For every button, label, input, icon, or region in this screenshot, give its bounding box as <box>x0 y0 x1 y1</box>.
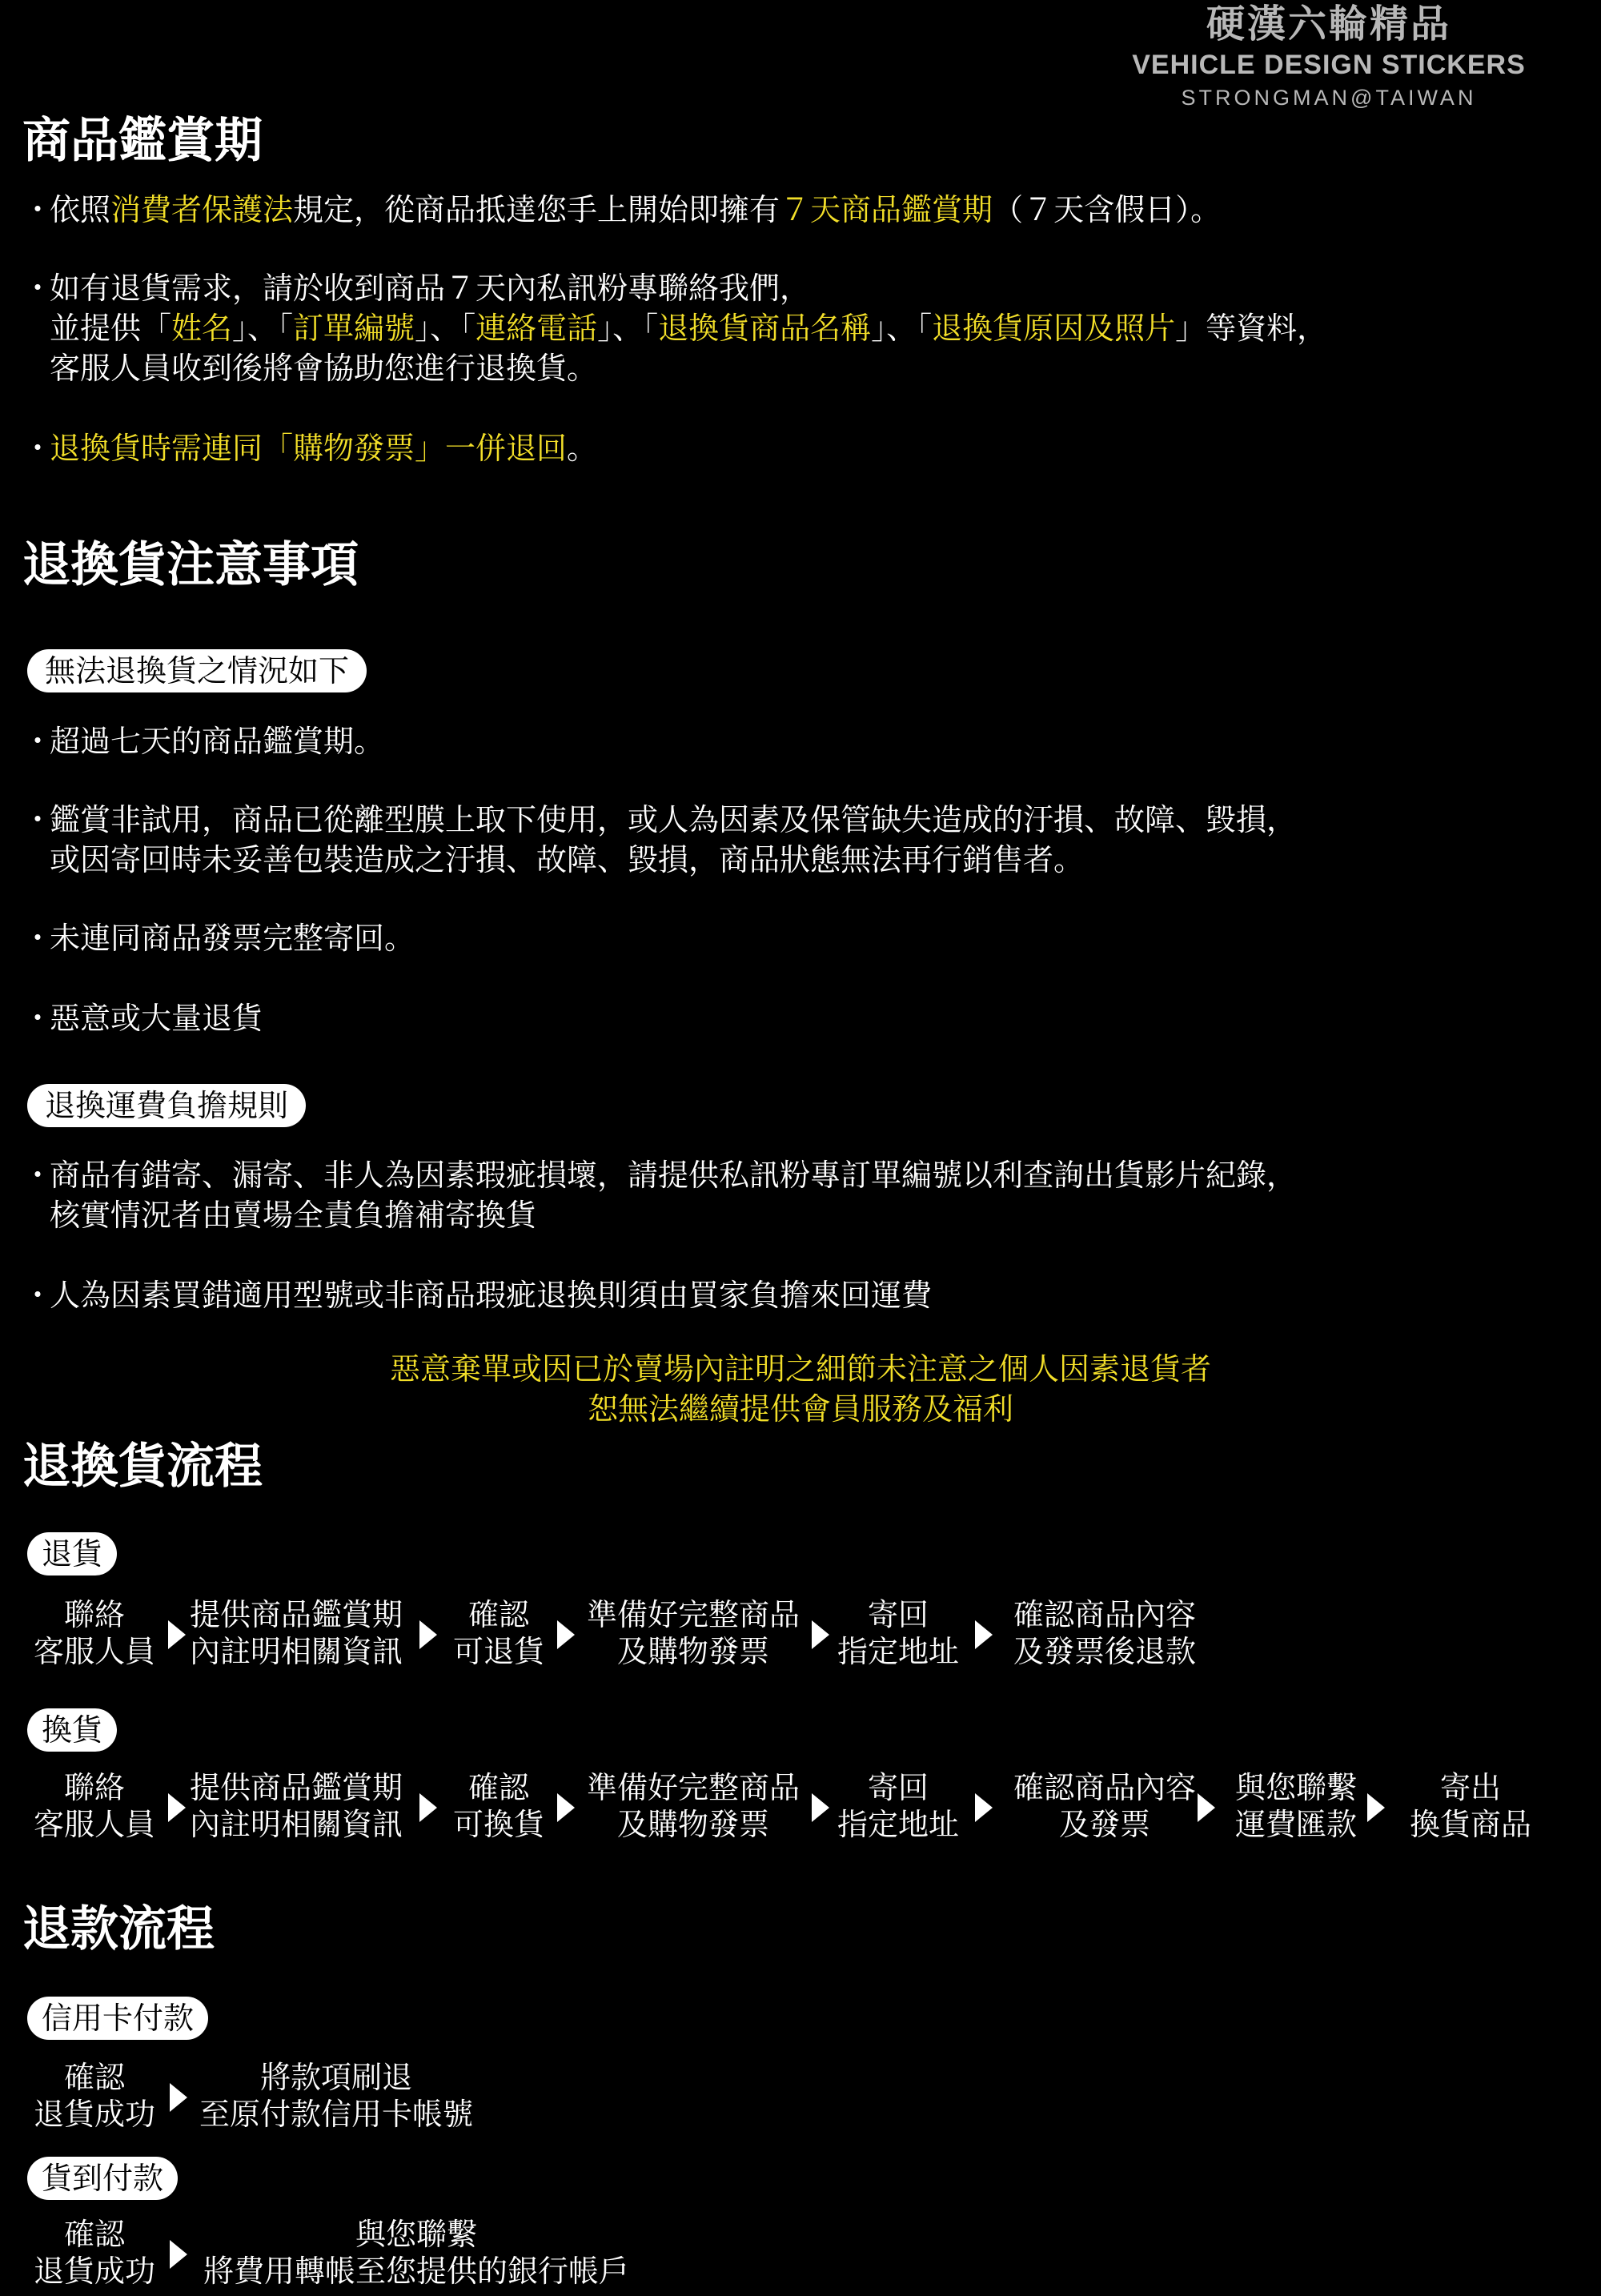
appreciation-item-1 <box>22 191 1221 229</box>
credit-step-1: 確認 退貨成功 <box>33 2060 155 2132</box>
highlight-text: 訂單編號 <box>293 311 415 346</box>
return-step-3: 確認 可退貨 <box>452 1597 544 1669</box>
arrow-right-icon <box>812 1793 829 1822</box>
bullet: ・ <box>22 1001 54 1036</box>
appreciation-item-2-line-2 <box>22 309 1327 347</box>
text: 並提供「 <box>50 311 172 346</box>
arrow-right-icon <box>170 2083 187 2112</box>
exchange-step-6: 確認商品內容 及發票 <box>1013 1770 1196 1842</box>
arrow-right-icon <box>170 2240 187 2269</box>
warning-line-1: 惡意棄單或因已於賣場內註明之細節未注意之個人因素退貨者 <box>389 1351 1211 1387</box>
text: 」、「 <box>232 311 294 346</box>
text: 惡意或大量退貨 <box>50 1001 263 1036</box>
highlight-text: 退換貨商品名稱 <box>658 311 872 346</box>
shipping-pill: 退換運費負擔規則 <box>27 1084 306 1127</box>
bullet: ・ <box>22 192 54 227</box>
arrow-right-icon <box>168 1620 186 1649</box>
return-pill: 退貨 <box>27 1532 117 1575</box>
arrow-right-icon <box>975 1620 993 1649</box>
highlight-text: 退換貨時需連同「購物發票」一併退回 <box>50 431 568 466</box>
arrow-right-icon <box>168 1793 186 1822</box>
no-return-item-3 <box>22 919 415 957</box>
no-return-item-2 <box>22 801 1297 839</box>
arrow-right-icon <box>1367 1793 1385 1822</box>
bullet: ・ <box>22 921 54 956</box>
exchange-pill: 換貨 <box>27 1708 117 1752</box>
appreciation-item-2-line-3: 客服人員收到後將會協助您進行退換貨。 <box>50 351 598 386</box>
highlight-text: 消費者保護法 <box>110 192 294 227</box>
text: 商品有錯寄、漏寄、非人為因素瑕疵損壞，請提供私訊粉專訂單編號以利查詢出貨影片紀錄， <box>50 1158 1298 1193</box>
process-title: 退換貨流程 <box>22 1439 263 1495</box>
warning-line-2: 恕無法繼續提供會員服務及福利 <box>587 1391 1013 1427</box>
return-step-4: 準備好完整商品 及購物發票 <box>586 1597 800 1669</box>
brand-name-cn: 硬漢六輪精品 <box>1206 2 1451 46</box>
refund-title: 退款流程 <box>22 1901 215 1957</box>
brand-tagline: STRONGMAN@TAIWAN <box>1181 86 1477 110</box>
text: 」、「 <box>415 311 476 346</box>
exchange-step-3: 確認 可換貨 <box>452 1770 544 1842</box>
text: 規定，從商品抵達您手上開始即擁有 <box>293 192 780 227</box>
arrow-right-icon <box>419 1793 437 1822</box>
highlight-text: 姓名 <box>171 311 233 346</box>
text: 」等資料， <box>1175 311 1328 346</box>
arrow-right-icon <box>557 1793 575 1822</box>
return-step-5: 寄回 指定地址 <box>837 1597 959 1669</box>
text: 依照 <box>50 192 111 227</box>
brand-name-en: VEHICLE DESIGN STICKERS <box>1132 50 1526 80</box>
text: （７天含假日）。 <box>993 192 1222 227</box>
exchange-step-7: 與您聯繫 運費匯款 <box>1234 1770 1357 1842</box>
return-step-6: 確認商品內容 及發票後退款 <box>1013 1597 1196 1669</box>
cod-pill: 貨到付款 <box>27 2157 178 2200</box>
arrow-right-icon <box>812 1620 829 1649</box>
text: 」、「 <box>871 311 933 346</box>
highlight-text: 連絡電話 <box>475 311 598 346</box>
arrow-right-icon <box>557 1620 575 1649</box>
exchange-step-2: 提供商品鑑賞期 內註明相關資訊 <box>189 1770 403 1842</box>
no-return-item-2-cont: 或因寄回時未妥善包裝造成之汙損、故障、毀損，商品狀態無法再行銷售者。 <box>50 842 1085 877</box>
shipping-item-1 <box>22 1156 1297 1194</box>
bullet: ・ <box>22 1278 54 1313</box>
text: 人為因素買錯適用型號或非商品瑕疵退換則須由買家負擔來回運費 <box>50 1278 933 1313</box>
exchange-step-8: 寄出 換貨商品 <box>1409 1770 1531 1842</box>
return-step-2: 提供商品鑑賞期 內註明相關資訊 <box>189 1597 403 1669</box>
exchange-step-1: 聯絡 客服人員 <box>33 1770 155 1842</box>
arrow-right-icon <box>1198 1793 1215 1822</box>
text: 。 <box>567 431 598 466</box>
text: 超過七天的商品鑑賞期。 <box>50 724 385 759</box>
no-return-item-1 <box>22 722 384 761</box>
brand-logo <box>1073 0 1585 114</box>
text: 鑑賞非試用，商品已從離型膜上取下使用，或人為因素及保管缺失造成的汙損、故障、毀損， <box>50 802 1298 837</box>
text: 」、「 <box>597 311 659 346</box>
shipping-item-1-cont: 核實情況者由賣場全責負擔補寄換貨 <box>50 1198 537 1233</box>
return-step-1: 聯絡 客服人員 <box>33 1597 155 1669</box>
arrow-right-icon <box>975 1793 993 1822</box>
notes-title: 退換貨注意事項 <box>22 537 359 593</box>
appreciation-title: 商品鑑賞期 <box>22 113 263 169</box>
appreciation-item-2-line-1 <box>22 269 810 307</box>
text: 未連同商品發票完整寄回。 <box>50 921 415 956</box>
exchange-step-5: 寄回 指定地址 <box>837 1770 959 1842</box>
bullet: ・ <box>22 431 54 466</box>
no-return-item-4 <box>22 999 263 1038</box>
text: 如有退貨需求，請於收到商品７天內私訊粉專聯絡我們， <box>50 271 811 306</box>
credit-card-pill: 信用卡付款 <box>27 1997 208 2040</box>
appreciation-item-3 <box>22 429 597 468</box>
shipping-item-2 <box>22 1276 932 1315</box>
credit-step-2: 將款項刷退 至原付款信用卡帳號 <box>199 2060 473 2132</box>
highlight-text: 退換貨原因及照片 <box>932 311 1176 346</box>
bullet: ・ <box>22 271 54 306</box>
arrow-right-icon <box>419 1620 437 1649</box>
cod-step-2: 與您聯繫 將費用轉帳至您提供的銀行帳戶 <box>203 2217 629 2289</box>
exchange-step-4: 準備好完整商品 及購物發票 <box>586 1770 800 1842</box>
cod-step-1: 確認 退貨成功 <box>33 2217 155 2289</box>
bullet: ・ <box>22 724 54 759</box>
bullet: ・ <box>22 802 54 837</box>
no-return-pill: 無法退換貨之情況如下 <box>27 649 367 692</box>
highlight-text: ７天商品鑑賞期 <box>780 192 993 227</box>
bullet: ・ <box>22 1158 54 1193</box>
